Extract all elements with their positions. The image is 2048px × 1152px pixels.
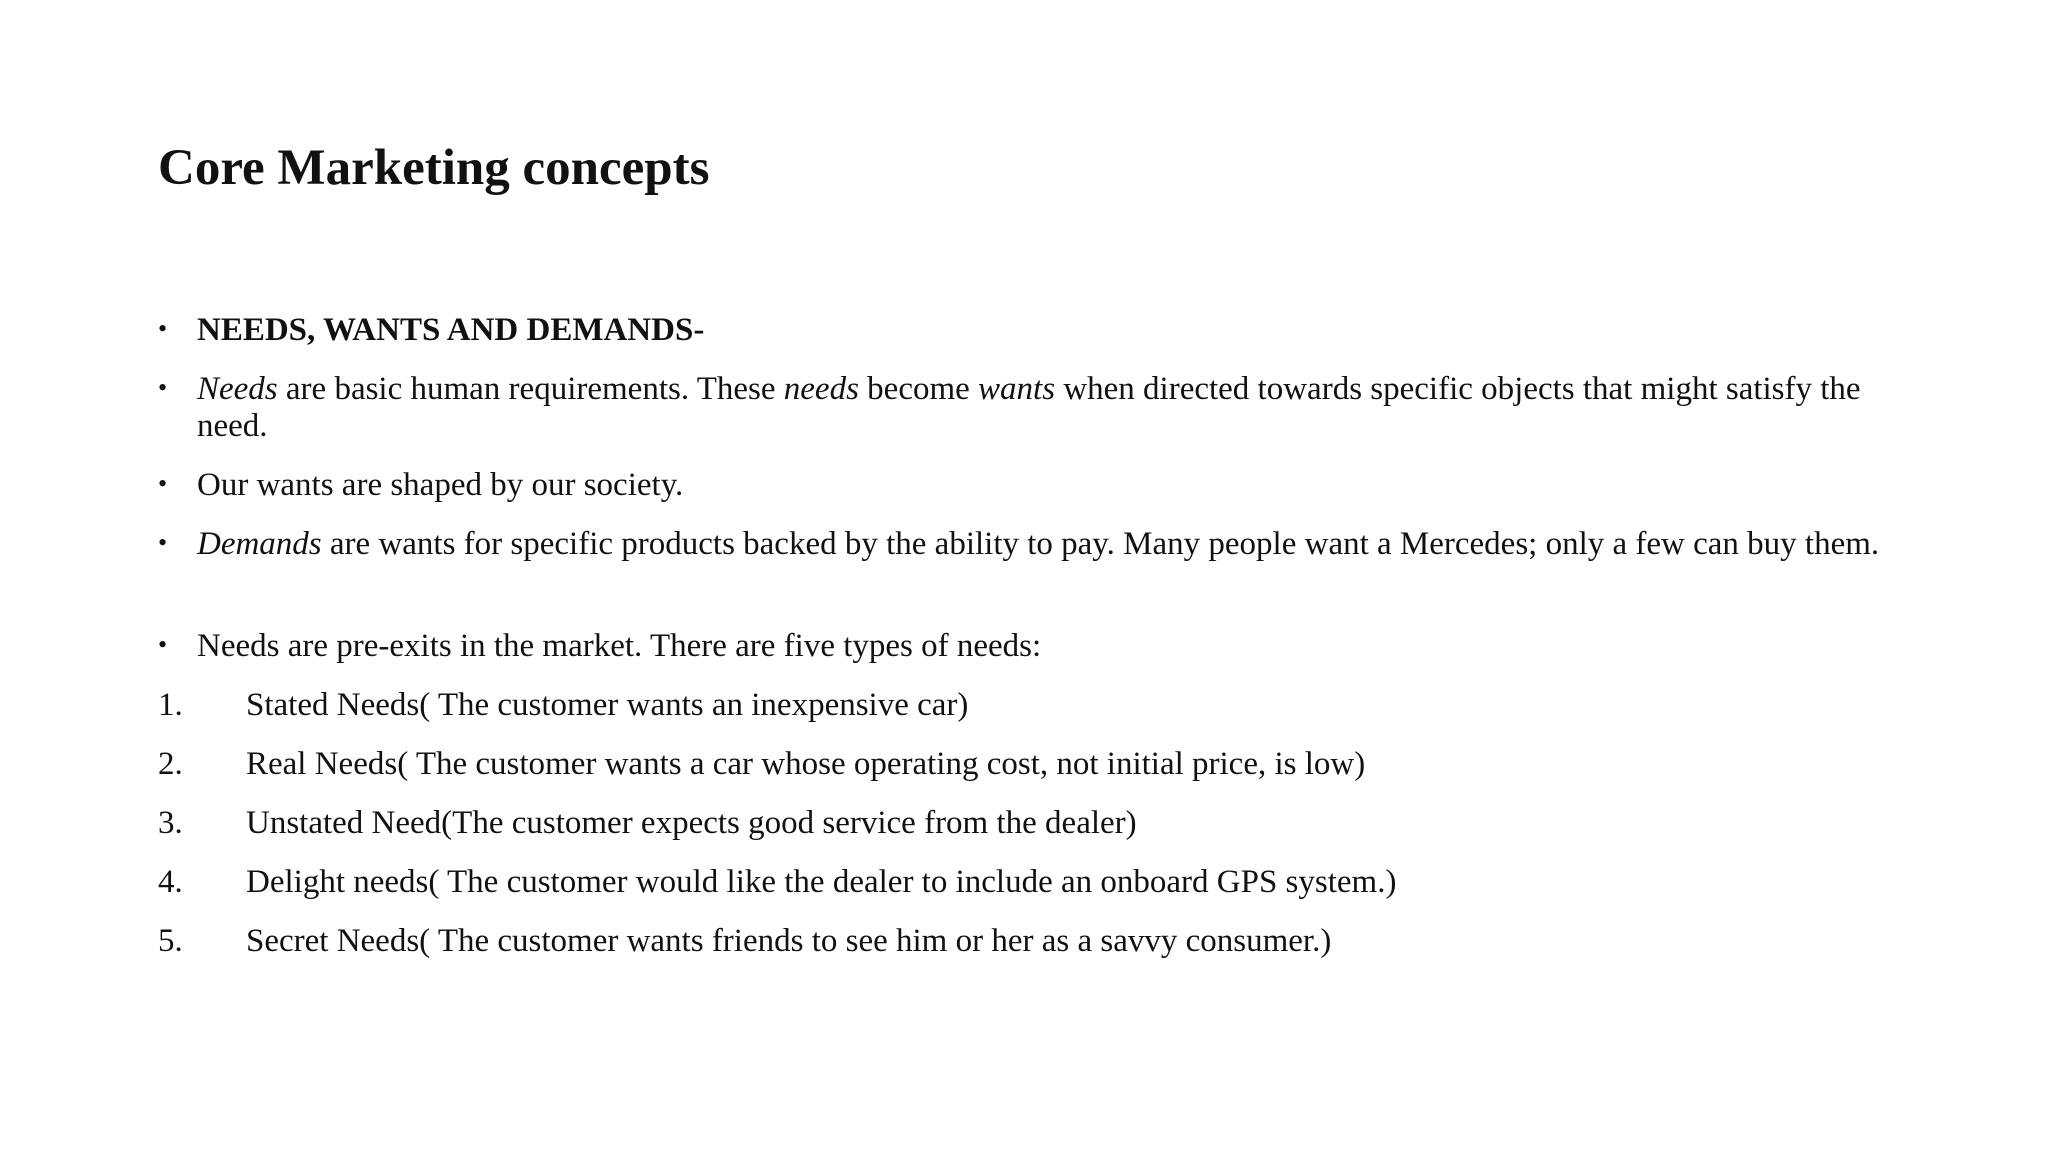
- spacer: [158, 585, 1898, 628]
- bullet-text: [197, 526, 1879, 562]
- numbered-item: [158, 687, 1898, 724]
- bullet-text-segment: become: [858, 371, 979, 407]
- item-number: 2.: [158, 746, 183, 782]
- emphasis-text: Needs: [197, 371, 278, 407]
- bullet-text-segment: when directed towards specific objects that might satisfy the need.: [197, 371, 1861, 444]
- numbered-item-text: Secret Needs( The customer wants friends to see him or her as a savvy consumer.): [246, 923, 1332, 959]
- bullet-text-segment: are wants for specific products backed by the ability to pay. Many people want a Mercedes; only a few can buy them.: [321, 526, 1880, 562]
- slide-title: Core Marketing concepts: [158, 140, 710, 196]
- numbered-item: [158, 923, 1898, 960]
- numbered-item-text: Delight needs( The customer would like the dealer to include an onboard GPS system.): [246, 864, 1397, 900]
- item-number: 4.: [158, 864, 183, 900]
- bullet-item: [158, 467, 1898, 504]
- bullet-text: Our wants are shaped by our society.: [197, 467, 684, 503]
- emphasis-text: needs: [783, 371, 859, 407]
- bullet-text: NEEDS, WANTS AND DEMANDS-: [197, 312, 705, 348]
- numbered-item: [158, 864, 1898, 901]
- item-number: 5.: [158, 923, 183, 959]
- bullet-icon: •: [158, 373, 168, 402]
- bullet-item: [158, 526, 1898, 563]
- bullet-icon: •: [158, 528, 168, 557]
- bullet-text: [197, 371, 1861, 444]
- emphasis-text: wants: [978, 371, 1056, 407]
- bullet-item: [158, 371, 1898, 445]
- bullet-icon: •: [158, 630, 168, 659]
- bullet-icon: •: [158, 469, 168, 498]
- bullet-icon: •: [158, 314, 168, 343]
- bullet-text: Needs are pre-exits in the market. There are five types of needs:: [197, 628, 1042, 664]
- bullet-item: [158, 628, 1898, 665]
- numbered-item-text: Stated Needs( The customer wants an inexpensive car): [246, 687, 969, 723]
- numbered-item-text: Unstated Need(The customer expects good service from the dealer): [246, 805, 1137, 841]
- bullet-text-segment: are basic human requirements. These: [277, 371, 784, 407]
- numbered-item: [158, 746, 1898, 783]
- numbered-item: [158, 805, 1898, 842]
- item-number: 3.: [158, 805, 183, 841]
- emphasis-text: Demands: [197, 526, 322, 562]
- bullet-item: [158, 312, 1898, 349]
- numbered-item-text: Real Needs( The customer wants a car whose operating cost, not initial price, is low): [246, 746, 1366, 782]
- item-number: 1.: [158, 687, 183, 723]
- slide-body: [158, 312, 1898, 982]
